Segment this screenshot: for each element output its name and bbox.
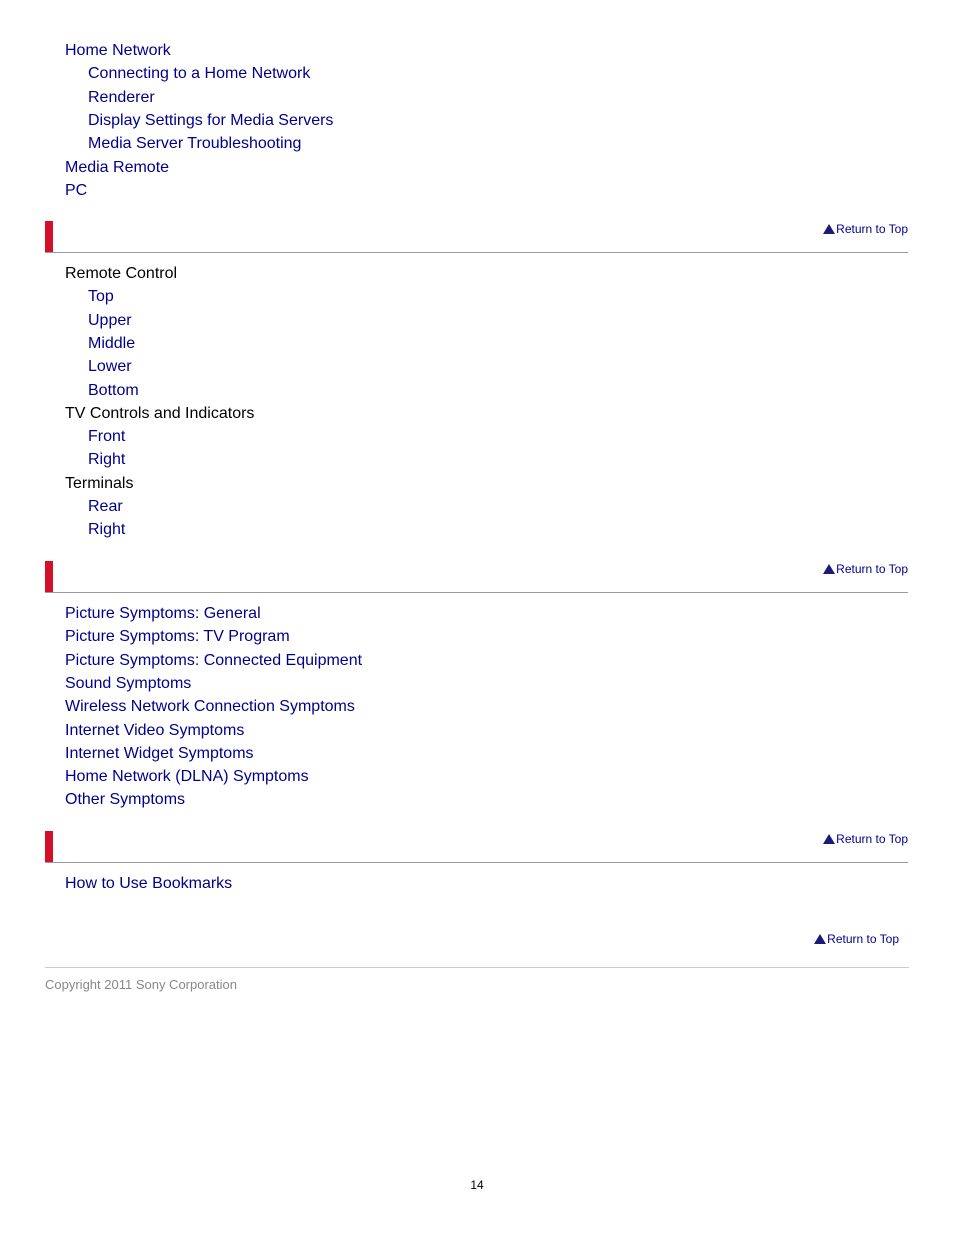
toc-link[interactable]: Media Remote <box>65 159 170 176</box>
toc-link[interactable]: Renderer <box>88 89 155 106</box>
return-to-top-link-final[interactable] <box>814 932 899 946</box>
toc-link[interactable]: Right <box>88 451 126 468</box>
triangle-up-icon <box>823 834 835 844</box>
toc-link[interactable]: Front <box>88 428 126 445</box>
section-divider-3 <box>45 831 908 863</box>
toc-link[interactable]: Picture Symptoms: TV Program <box>65 628 290 645</box>
toc-link[interactable]: Rear <box>88 498 123 515</box>
toc-link[interactable]: Internet Widget Symptoms <box>65 745 254 762</box>
toc-link[interactable]: Other Symptoms <box>65 791 186 808</box>
section-divider-2 <box>45 561 908 593</box>
return-to-top-label: Return to Top <box>836 832 908 846</box>
return-to-top-label: Return to Top <box>827 932 899 946</box>
section-accent-bar <box>45 831 53 863</box>
section-rule <box>45 252 908 253</box>
toc-heading: TV Controls and Indicators <box>65 405 255 422</box>
toc-link[interactable]: Middle <box>88 335 136 352</box>
toc-link[interactable]: Internet Video Symptoms <box>65 722 245 739</box>
page-number: 14 <box>470 1178 484 1192</box>
toc-link[interactable]: Wireless Network Connection Symptoms <box>65 698 355 715</box>
return-to-top-label: Return to Top <box>836 562 908 576</box>
return-to-top-link[interactable] <box>823 562 908 576</box>
return-to-top-label: Return to Top <box>836 222 908 236</box>
return-to-top-link[interactable] <box>823 222 908 236</box>
toc-link[interactable]: Bottom <box>88 382 139 399</box>
toc-link[interactable]: Lower <box>88 358 132 375</box>
toc-link[interactable]: Upper <box>88 312 132 329</box>
triangle-up-icon <box>823 564 835 574</box>
return-to-top-link[interactable] <box>823 832 908 846</box>
triangle-up-icon <box>823 224 835 234</box>
section-divider-1 <box>45 221 908 253</box>
copyright-text: Copyright 2011 Sony Corporation <box>45 977 237 992</box>
toc-link[interactable]: Right <box>88 521 126 538</box>
toc-link[interactable]: Home Network <box>65 42 171 59</box>
toc-link[interactable]: Display Settings for Media Servers <box>88 112 334 129</box>
toc-link[interactable]: Top <box>88 288 114 305</box>
section-accent-bar <box>45 221 53 253</box>
section-accent-bar <box>45 561 53 593</box>
toc-link[interactable]: Connecting to a Home Network <box>88 65 311 82</box>
toc-link[interactable]: Media Server Troubleshooting <box>88 135 302 152</box>
footer-rule <box>45 967 909 968</box>
toc-link[interactable]: How to Use Bookmarks <box>65 875 233 892</box>
section-rule <box>45 862 908 863</box>
toc-heading: Terminals <box>65 475 134 492</box>
toc-link[interactable]: Picture Symptoms: General <box>65 605 261 622</box>
toc-link[interactable]: Sound Symptoms <box>65 675 192 692</box>
toc-link[interactable]: Picture Symptoms: Connected Equipment <box>65 652 363 669</box>
triangle-up-icon <box>814 934 826 944</box>
toc-heading: Remote Control <box>65 265 178 282</box>
toc-link[interactable]: PC <box>65 182 88 199</box>
section-rule <box>45 592 908 593</box>
toc-link[interactable]: Home Network (DLNA) Symptoms <box>65 768 309 785</box>
